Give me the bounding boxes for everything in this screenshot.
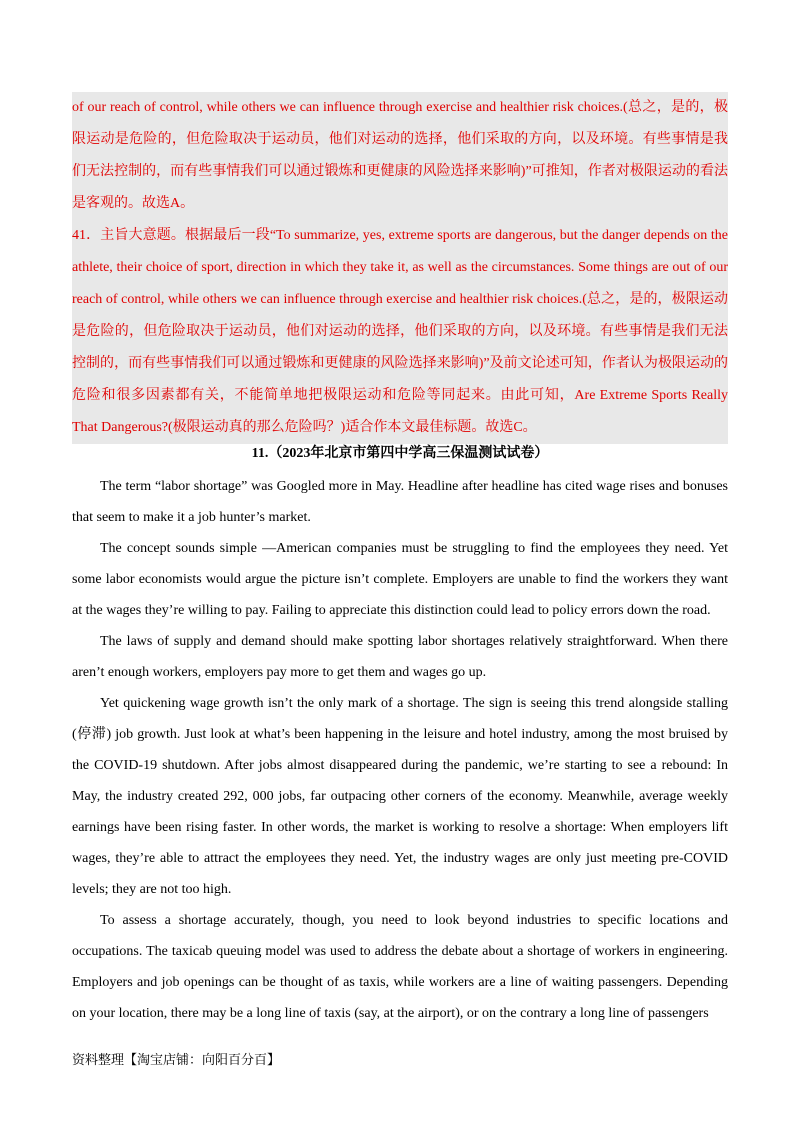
passage-paragraph: The concept sounds simple —American companies must be struggling to find the employees they need. Yet some labor economists would argue the picture isn’t complete. Employers are unable to find the workers they want at the wages they’re willing to pay. Failing to appreciate this distinction could lead to policy errors down the road. xyxy=(72,541,728,618)
section-heading: 11.（2023年北京市第四中学高三保温测试试卷） xyxy=(251,446,549,461)
passage-paragraph: The laws of supply and demand should make spotting labor shortages relatively straightforward. When there aren’t enough workers, employers pay more to get them and wages go up. xyxy=(72,634,728,680)
answer-explanation-block xyxy=(72,92,728,444)
passage-paragraph: The term “labor shortage” was Googled more in May. Headline after headline has cited wage rises and bonuses that seem to make it a job hunter’s market. xyxy=(72,479,728,525)
answer-paragraph-q41: 41．主旨大意题。根据最后一段“To summarize, yes, extreme sports are dangerous, but the danger depends on the athlete, their choice of sport, direction in which they take it, as well as the circumstances. Some things are out of our reach of control, while others we can influence through exercise and healthier risk choices.(总之，是的，极限运动是危险的，但危险取决于运动员，他们对运动的选择，他们采取的方向，以及环境。有些事情是我们无法控制的，而有些事情我们可以通过锻炼和更健康的风险选择来影响)”及前文论述可知，作者认为极限运动的危险和很多因素都有关，不能简单地把极限运动和危险等同起来。由此可知，Are Extreme Sports Really That Dangerous?(极限运动真的那么危险吗？)适合作本文最佳标题。故选C。 xyxy=(72,228,728,435)
passage-paragraph: To assess a shortage accurately, though, you need to look beyond industries to specific locations and occupations. The taxicab queuing model was used to address the debate about a shortage of workers in engineering. Employers and job openings can be thought of as taxis, while workers are a line of waiting passengers. Depending on your location, there may be a long line of taxis (say, at the airport), or on the contrary a long line of passengers xyxy=(72,913,728,1021)
page-footer: 资料整理【淘宝店铺：向阳百分百】 xyxy=(72,1053,281,1068)
answer-paragraph-continued: of our reach of control, while others we can influence through exercise and healthier risk choices.(总之，是的，极限运动是危险的，但危险取决于运动员，他们对运动的选择，他们采取的方向，以及环境。有些事情是我们无法控制的，而有些事情我们可以通过锻炼和更健康的风险选择来影响)”可推知，作者对极限运动的看法是客观的。故选A。 xyxy=(72,100,728,211)
reading-passage xyxy=(72,471,728,1029)
passage-paragraph: Yet quickening wage growth isn’t the only mark of a shortage. The sign is seeing this trend alongside stalling (停滞) job growth. Just look at what’s been happening in the leisure and hotel industry, among the most bruised by the COVID-19 shutdown. After jobs almost disappeared during the pandemic, we’re starting to see a rebound: In May, the industry created 292, 000 jobs, far outpacing other corners of the economy. Meanwhile, average weekly earnings have been rising faster. In other words, the market is working to resolve a shortage: When employers lift wages, they’re able to attract the employees they need. Yet, the industry wages are only just meeting pre-COVID levels; they are not too high. xyxy=(72,696,728,897)
